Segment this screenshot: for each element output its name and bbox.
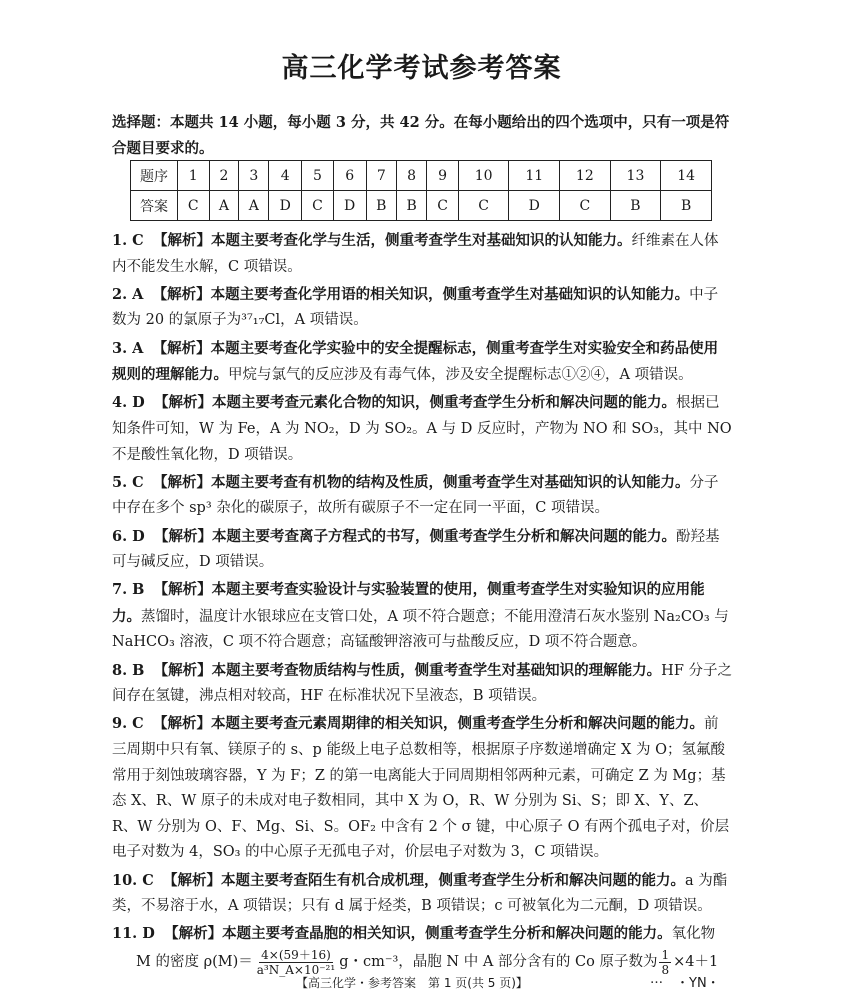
table-number: 11 — [509, 161, 560, 191]
item-summary: 本题主要考查晶胞的相关知识，侧重考查学生分析和解决问题的能力。 — [222, 925, 672, 943]
item-summary: 本题主要考查物质结构与性质，侧重考查学生对基础知识的理解能力。 — [211, 661, 662, 679]
table-number: 2 — [209, 161, 239, 191]
item-summary: 本题主要考查化学与生活，侧重考查学生对基础知识的认知能力。 — [210, 232, 632, 249]
table-number: 7 — [366, 161, 396, 191]
analysis-tag: 【解析】 — [152, 715, 211, 733]
item-summary: 本题主要考查元素周期律的相关知识，侧重考查学生分析和解决问题的能力。 — [210, 715, 704, 733]
page-title: 高三化学考试参考答案 — [281, 53, 562, 84]
analysis-tag: 【解析】 — [163, 871, 222, 889]
item-answer: 6. D — [112, 527, 145, 545]
item-body: 中子数为 20 的氯原子为³⁷₁₇Cl，A 项错误。 — [112, 286, 719, 329]
table-number: 6 — [333, 161, 366, 191]
item-answer: 10. C — [112, 871, 154, 889]
table-answer: D — [509, 191, 560, 221]
table-number: 14 — [661, 161, 712, 191]
explanation-item — [112, 470, 732, 522]
table-number: 4 — [269, 161, 302, 191]
explanation-list — [112, 228, 732, 979]
item-answer: 11. D — [112, 925, 155, 943]
table-number: 10 — [458, 161, 509, 191]
item-body: 前三周期中只有氧、镁原子的 s、p 能级上电子总数相等，根据原子序数递增确定 X 为 O；氢氟酸常用于刻蚀玻璃容器，Y 为 F；Z 的第一电离能大于同周期相邻两种元素，可确定 Z 为 Mg；基态 X、R、W 原子的未成对电子数相同，其中 X 为 O，R、W 分别为 Si、S；即 X、Y、Z、R、W 分别为 O、F、Mg、Si、S。OF₂ 中含有 2 个 σ 键，中心原子 O 有两个孤电子对，价层电子对数为 4，SO₃ 的中心原子无孤电子对，价层电子对数为 3，C 项错误。 — [112, 716, 730, 861]
analysis-tag: 【解析】 — [153, 661, 212, 679]
table-number: 9 — [427, 161, 459, 191]
fraction-numerator: 1 — [661, 947, 670, 962]
explanation-item — [112, 577, 732, 656]
density-fraction — [255, 948, 337, 977]
explanation-item — [112, 658, 732, 710]
table-number: 13 — [610, 161, 661, 191]
table-answer: D — [269, 191, 302, 221]
table-answer: C — [560, 191, 611, 221]
table-number: 5 — [302, 161, 334, 191]
item-answer: 9. C — [112, 715, 144, 733]
item-answer: 8. B — [112, 661, 145, 679]
table-answer: C — [178, 191, 210, 221]
table-header-label: 题序 — [131, 161, 178, 191]
table-answer: A — [209, 191, 239, 221]
analysis-tag: 【解析】 — [152, 473, 211, 491]
item-body: 氧化物 — [671, 926, 716, 943]
item-answer: 3. A — [112, 339, 144, 357]
item-summary: 本题主要考查陌生有机合成机理，侧重考查学生分析和解决问题的能力。 — [221, 871, 686, 889]
formula-prefix: M 的密度 ρ(M)＝ — [136, 953, 253, 970]
analysis-tag: 【解析】 — [153, 581, 212, 599]
table-answer-label: 答案 — [131, 191, 178, 221]
item-summary: 本题主要考查离子方程式的书写，侧重考查学生分析和解决问题的能力。 — [211, 527, 676, 545]
table-answer: C — [458, 191, 509, 221]
explanation-item — [112, 868, 732, 920]
table-number: 1 — [178, 161, 210, 191]
formula-unit: g・cm⁻³，晶胞 N 中 A 部分含有的 Co 原子数为 — [339, 953, 658, 970]
table-answer: B — [396, 191, 426, 221]
item-body: 酚羟基可与碱反应，D 项错误。 — [112, 528, 720, 571]
table-number: 12 — [560, 161, 611, 191]
table-answer: C — [302, 191, 334, 221]
density-formula-line — [136, 948, 732, 977]
item-body: 甲烷与氯气的反应涉及有毒气体，涉及安全提醒标志①②④，A 项错误。 — [228, 367, 693, 384]
page-footer: 【高三化学・参考答案 第 1 页(共 5 页)】 — [296, 976, 528, 990]
item-body: 纤维素在人体内不能发生水解，C 项错误。 — [112, 233, 719, 275]
item-summary: 本题主要考查化学用语的相关知识，侧重考查学生对基础知识的认知能力。 — [210, 285, 690, 303]
analysis-tag: 【解析】 — [153, 527, 212, 545]
item-body: a 为酯类，不易溶于水，A 项错误；只有 d 属于烃类，B 项错误；c 可被氧化为二元酮，D 项错误。 — [112, 872, 728, 915]
footer-dots: … — [650, 972, 663, 987]
analysis-tag: 【解析】 — [152, 285, 211, 303]
explanation-item — [112, 711, 732, 866]
table-number: 8 — [396, 161, 426, 191]
item-summary: 本题主要考查元素化合物的知识，侧重考查学生分析和解决问题的能力。 — [211, 394, 676, 412]
item-summary: 本题主要考查有机物的结构及性质，侧重考查学生对基础知识的认知能力。 — [210, 473, 690, 491]
footer-mark: ・YN・ — [676, 976, 720, 991]
explanation-item — [112, 282, 732, 334]
analysis-tag: 【解析】 — [152, 232, 211, 249]
item-summary: 本题主要考查化学实验中的安全提醒标志，侧重考查学生对实验安全和药品使用规则的理解能力。 — [112, 339, 719, 384]
item-answer: 5. C — [112, 473, 144, 491]
section-intro: 选择题：本题共 14 小题，每小题 3 分，共 42 分。在每小题给出的四个选项中，只有一项是符合题目要求的。 — [112, 114, 730, 157]
answer-table — [130, 160, 712, 221]
explanation-item — [112, 524, 732, 576]
table-answer: D — [333, 191, 366, 221]
explanation-item — [112, 228, 732, 280]
fraction-denominator: 8 — [661, 962, 670, 977]
answer-table-header-row — [131, 161, 712, 191]
item-answer: 1. C — [112, 232, 144, 249]
table-answer: A — [239, 191, 269, 221]
item-body: 蒸馏时，温度计水银球应在支管口处，A 项不符合题意；不能用澄清石灰水鉴别 Na₂CO₃ 与 NaHCO₃ 溶液，C 项不符合题意；高锰酸钾溶液可与盐酸反应，D 项不符合题意。 — [112, 608, 729, 651]
analysis-tag: 【解析】 — [153, 394, 212, 412]
table-number: 3 — [239, 161, 269, 191]
answer-table-answer-row — [131, 191, 712, 221]
fraction-numerator: 4×(59＋16) — [261, 947, 331, 962]
item-body: HF 分子之间存在氢键，沸点相对较高，HF 在标准状况下呈液态，B 项错误。 — [112, 662, 732, 705]
explanation-item — [112, 921, 732, 977]
item-answer: 2. A — [112, 285, 144, 303]
table-answer: C — [427, 191, 459, 221]
item-body: 根据已知条件可知，W 为 Fe，A 为 NO₂，D 为 SO₂。A 与 D 反应时，产物为 NO 和 SO₃，其中 NO 不是酸性氧化物，D 项错误。 — [112, 395, 732, 463]
explanation-item — [112, 336, 732, 389]
analysis-tag: 【解析】 — [152, 339, 211, 357]
formula-tail: ×4＋1 — [673, 953, 719, 970]
item-summary: 本题主要考查实验设计与实验装置的使用，侧重考查学生对实验知识的应用能力。 — [112, 581, 705, 625]
explanation-item — [112, 390, 732, 468]
table-answer: B — [661, 191, 712, 221]
fraction-denominator: a³N_A×10⁻²¹ — [256, 962, 336, 977]
item-answer: 7. B — [112, 581, 145, 599]
item-body: 分子中存在多个 sp³ 杂化的碳原子，故所有碳原子不一定在同一平面，C 项错误。 — [112, 474, 719, 517]
analysis-tag: 【解析】 — [164, 925, 223, 943]
density-formula — [136, 948, 718, 977]
table-answer: B — [610, 191, 661, 221]
item-answer: 4. D — [112, 394, 145, 412]
table-answer: B — [366, 191, 396, 221]
